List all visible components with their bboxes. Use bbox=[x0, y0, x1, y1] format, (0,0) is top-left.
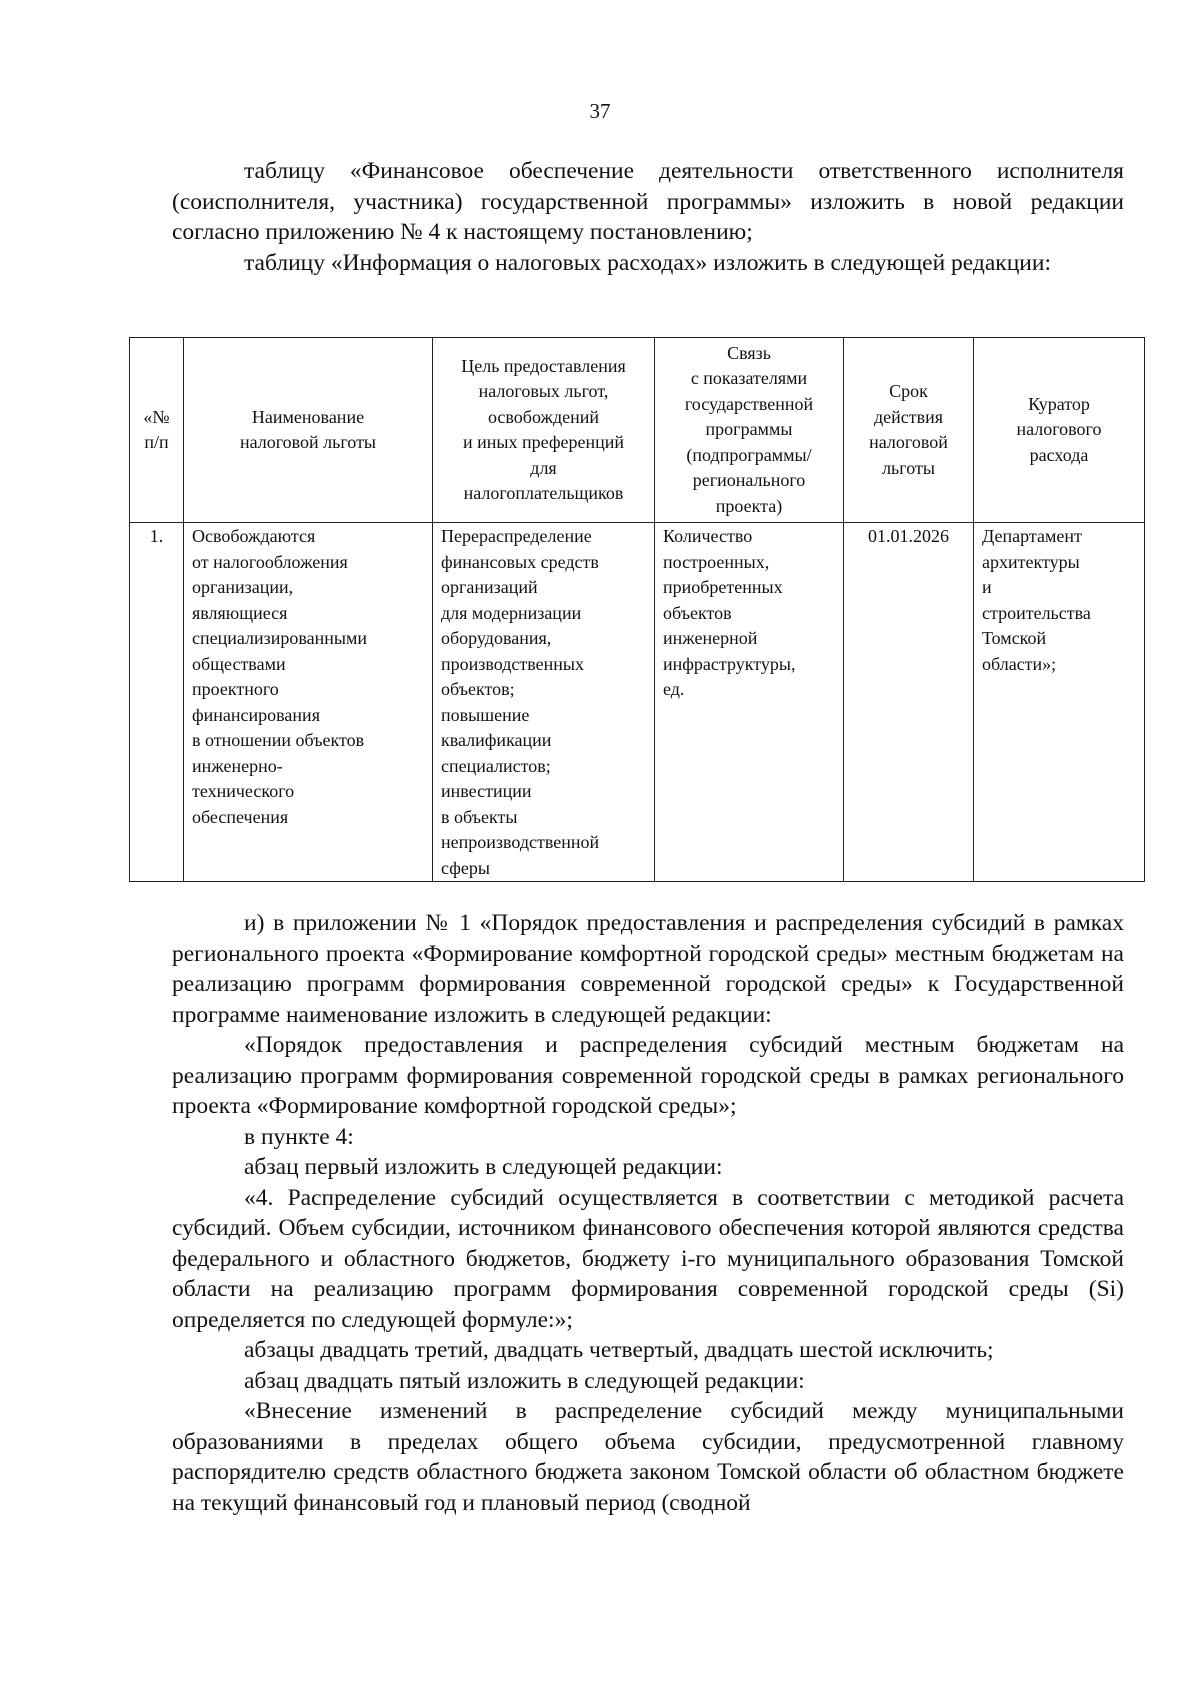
cell-goal: Перераспределение финансовых средств организаций для модернизации оборудования, производственных объектов; повышение квалификации специалистов; инвестиции в объекты непроизводственной сферы bbox=[433, 523, 655, 882]
cell-benefit-name: Освобождаются от налогообложения организации, являющиеся специализированными обществами проектного финансирования в отношении объектов инженерно- технического обеспечения bbox=[184, 523, 433, 882]
paragraph: таблицу «Финансовое обеспечение деятельности ответственного исполнителя (соисполнителя, участника) государственной программы» изложить в новой редакции согласно приложению № 4 к настоящему постановлению; bbox=[172, 158, 1124, 245]
cell-term: 01.01.2026 bbox=[844, 523, 974, 882]
paragraph: абзац двадцать пятый изложить в следующей редакции: bbox=[244, 1367, 805, 1394]
body-text bbox=[172, 908, 1124, 1518]
cell-link-indicators: Количество построенных, приобретенных объектов инженерной инфраструктуры, ед. bbox=[655, 523, 844, 882]
cell-number: 1. bbox=[130, 523, 184, 882]
header-link-indicators: Связь с показателями государственной программы (подпрограммы/ регионального проекта) bbox=[655, 338, 844, 523]
paragraph: и) в приложении № 1 «Порядок предоставления и распределения субсидий в рамках регионального проекта «Формирование комфортной городской среды» местным бюджетам на реализацию программ формирования современной городской среды» к Государственной программе наименование изложить в следующей редакции: bbox=[172, 910, 1124, 1028]
paragraph: в пункте 4: bbox=[244, 1123, 354, 1150]
header-benefit-name: Наименование налоговой льготы bbox=[184, 338, 433, 523]
header-curator: Куратор налогового расхода bbox=[974, 338, 1145, 523]
table-row bbox=[130, 523, 1145, 882]
header-goal: Цель предоставления налоговых льгот, освобождений и иных преференций для налогоплательщиков bbox=[433, 338, 655, 523]
paragraph: таблицу «Информация о налоговых расходах» изложить в следующей редакции: bbox=[244, 249, 1051, 276]
intro-text bbox=[172, 156, 1124, 278]
paragraph: «4. Распределение субсидий осуществляется в соответствии с методикой расчета субсидий. Объем субсидии, источником финансового обеспечения которой являются средства федерального и областного бюджетов, бюджету i-го муниципального образования Томской области на реализацию программ формирования современной городской среды (Si) определяется по следующей формуле:»; bbox=[172, 1184, 1124, 1333]
paragraph: «Порядок предоставления и распределения субсидий местным бюджетам на реализацию программ формирования современной городской среды в рамках регионального проекта «Формирование комфортной городской среды»; bbox=[172, 1032, 1124, 1119]
cell-curator: Департамент архитектуры и строительства Томской области»; bbox=[974, 523, 1145, 882]
header-number: «№ п/п bbox=[130, 338, 184, 523]
paragraph: «Внесение изменений в распределение субсидий между муниципальными образованиями в пределах общего объема субсидии, предусмотренной главному распорядителю средств областного бюджета законом Томской области об областном бюджете на текущий финансовый год и плановый период (сводной bbox=[172, 1398, 1124, 1516]
table-header-row bbox=[130, 338, 1145, 523]
tax-expenditures-table bbox=[129, 337, 1145, 882]
paragraph: абзац первый изложить в следующей редакции: bbox=[244, 1154, 723, 1180]
paragraph: абзацы двадцать третий, двадцать четвертый, двадцать шестой исключить; bbox=[244, 1337, 994, 1363]
page-number: 37 bbox=[589, 99, 611, 123]
header-term: Срок действия налоговой льготы bbox=[844, 338, 974, 523]
